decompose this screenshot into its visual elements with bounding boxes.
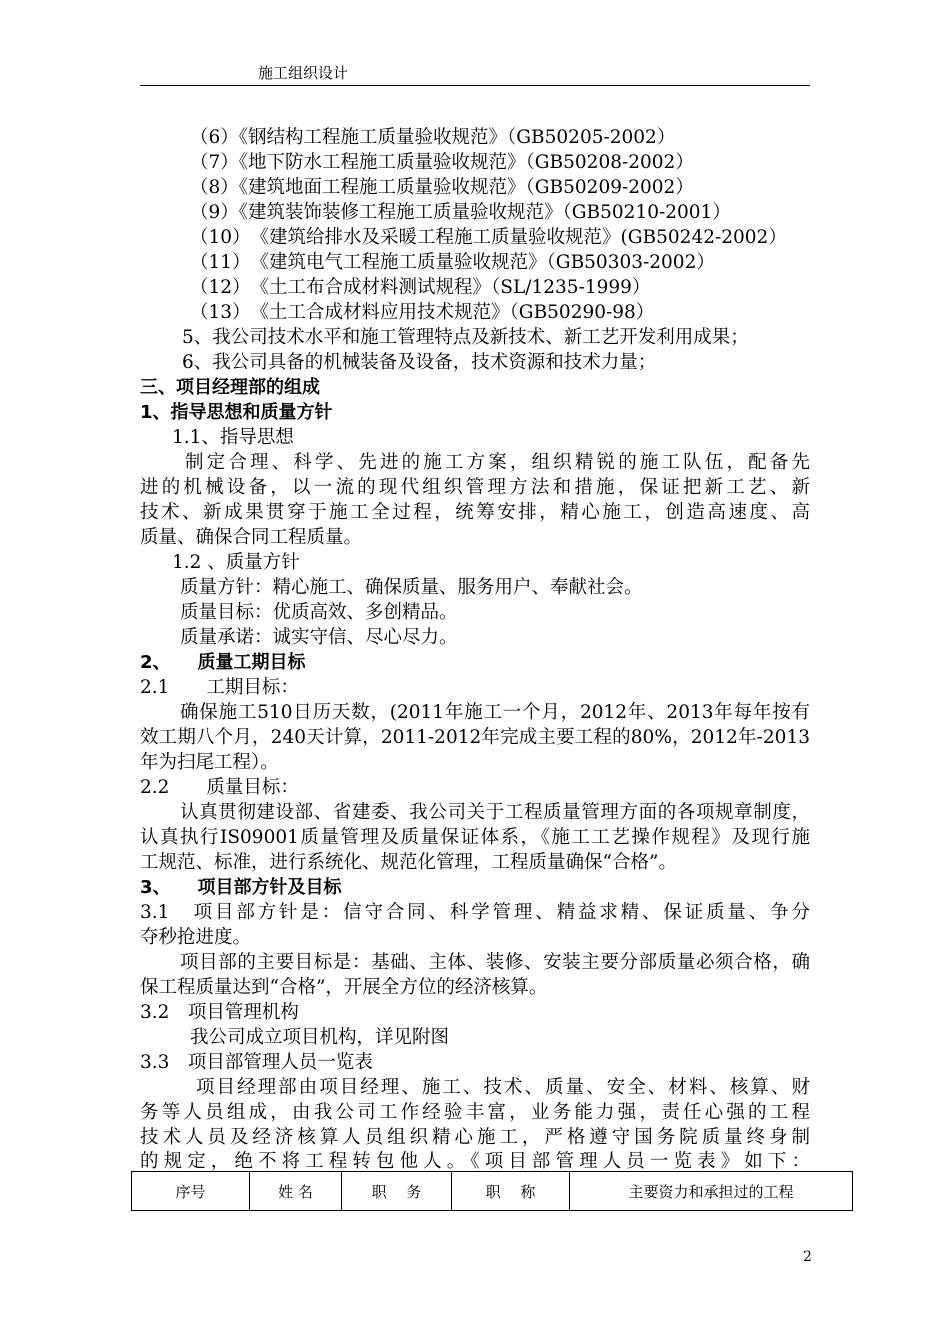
header-divider [140, 85, 810, 86]
std-item-11: （11） 《建筑电气工程施工质量验收规范》（GB50303-2002） [190, 252, 715, 273]
paragraph-line: 的规定，绝不将工程转包他人。《项目部管理人员一览表》如下： [140, 1151, 810, 1172]
std-item-13: （13） 《土工合成材料应用技术规范》（GB50290-98） [190, 302, 655, 323]
heading-1-1: 1.1、指导思想 [172, 427, 294, 448]
paragraph-line: 项目经理部由项目经理、施工、技术、质量、安全、材料、核算、财 [196, 1077, 810, 1098]
paragraph-line: 我公司成立项目机构，详见附图 [190, 1027, 450, 1048]
heading-2-2: 2.2 质量目标： [140, 777, 299, 798]
quality-commitment: 质量承诺：诚实守信、尽心尽力。 [180, 627, 458, 648]
paragraph-line: 认真执行IS09001质量管理及质量保证体系，《施工工艺操作规程》及现行施 [140, 827, 810, 848]
heading-2-1: 2.1 工期目标： [140, 677, 299, 698]
quality-policy: 质量方针：精心施工、确保质量、服务用户、奉献社会。 [180, 577, 643, 598]
paragraph-line: 质量、确保合同工程质量。 [140, 527, 363, 548]
std-item-7: （7）《地下防水工程施工质量验收规范》（GB50208-2002） [190, 152, 694, 173]
paragraph-line: 夺秒抢进度。 [140, 927, 252, 948]
std-item-12: （12） 《土工布合成材料测试规程》（SL/1235-1999） [190, 277, 651, 298]
subsection-heading-1: 1、指导思想和质量方针 [140, 402, 333, 423]
col-header-name: 姓 名 [250, 1172, 342, 1211]
paragraph-line: 工规范、标准，进行系统化、规范化管理，工程质量确保“合格”。 [140, 852, 677, 873]
subsection-heading-3: 3、 项目部方针及目标 [140, 877, 342, 898]
basis-item-6: 6、我公司具备的机械装备及设备，技术资源和技术力量； [182, 352, 657, 373]
paragraph-line: 年为扫尾工程）。 [140, 752, 279, 773]
page-header-title: 施工组织设计 [258, 64, 349, 82]
paragraph-line: 务等人员组成，由我公司工作经验丰富，业务能力强，责任心强的工程 [140, 1102, 810, 1123]
page-number: 2 [803, 1249, 812, 1265]
quality-target: 质量目标：优质高效、多创精品。 [180, 602, 458, 623]
paragraph-line: 确保施工510日历天数，(2011年施工一个月，2012年、2013年每年按有 [180, 702, 810, 723]
col-header-position: 职 务 [342, 1172, 452, 1211]
heading-3-3: 3.3 项目部管理人员一览表 [140, 1052, 373, 1073]
paragraph-line: 进的机械设备，以一流的现代组织管理方法和措施，保证把新工艺、新 [140, 477, 810, 498]
std-item-6: （6）《钢结构工程施工质量验收规范》（GB50205-2002） [190, 127, 676, 148]
col-header-title: 职 称 [452, 1172, 570, 1211]
staff-table [131, 1171, 853, 1211]
subsection-heading-2: 2、 质量工期目标 [140, 652, 306, 673]
paragraph-line: 保工程质量达到“合格”，开展全方位的经济核算。 [140, 977, 548, 998]
std-item-10: （10） 《建筑给排水及采暖工程施工质量验收规范》(GB50242-2002） [190, 227, 787, 248]
paragraph-line: 项目部的主要目标是：基础、主体、装修、安装主要分部质量必须合格，确 [180, 952, 810, 973]
paragraph-line: 认真贯彻建设部、省建委、我公司关于工程质量管理方面的各项规章制度， [180, 802, 810, 823]
col-header-experience: 主要资力和承担过的工程 [570, 1172, 853, 1211]
paragraph-line: 制定合理、科学、先进的施工方案，组织精锐的施工队伍，配备先 [185, 452, 810, 473]
std-item-9: （9）《建筑装饰装修工程施工质量验收规范》（GB50210-2001） [190, 202, 731, 223]
section-heading-3: 三、项目经理部的组成 [140, 377, 320, 398]
paragraph-line: 效工期八个月，240天计算，2011-2012年完成主要工程的80%，2012年-2013 [140, 727, 810, 748]
heading-3-2: 3.2 项目管理机构 [140, 1002, 299, 1023]
paragraph-line: 技术、新成果贯穿于施工全过程，统筹安排，精心施工，创造高速度、高 [140, 502, 810, 523]
basis-item-5: 5、我公司技术水平和施工管理特点及新技术、新工艺开发利用成果； [182, 327, 749, 348]
paragraph-line: 3.1 项目部方针是：信守合同、科学管理、精益求精、保证质量、争分 [140, 902, 810, 923]
table-header-row [132, 1172, 853, 1211]
col-header-index: 序号 [132, 1172, 250, 1211]
heading-1-2: 1.2 、质量方针 [172, 552, 300, 573]
std-item-8: （8）《建筑地面工程施工质量验收规范》（GB50209-2002） [190, 177, 694, 198]
paragraph-line: 技术人员及经济核算人员组织精心施工，严格遵守国务院质量终身制 [140, 1127, 810, 1148]
